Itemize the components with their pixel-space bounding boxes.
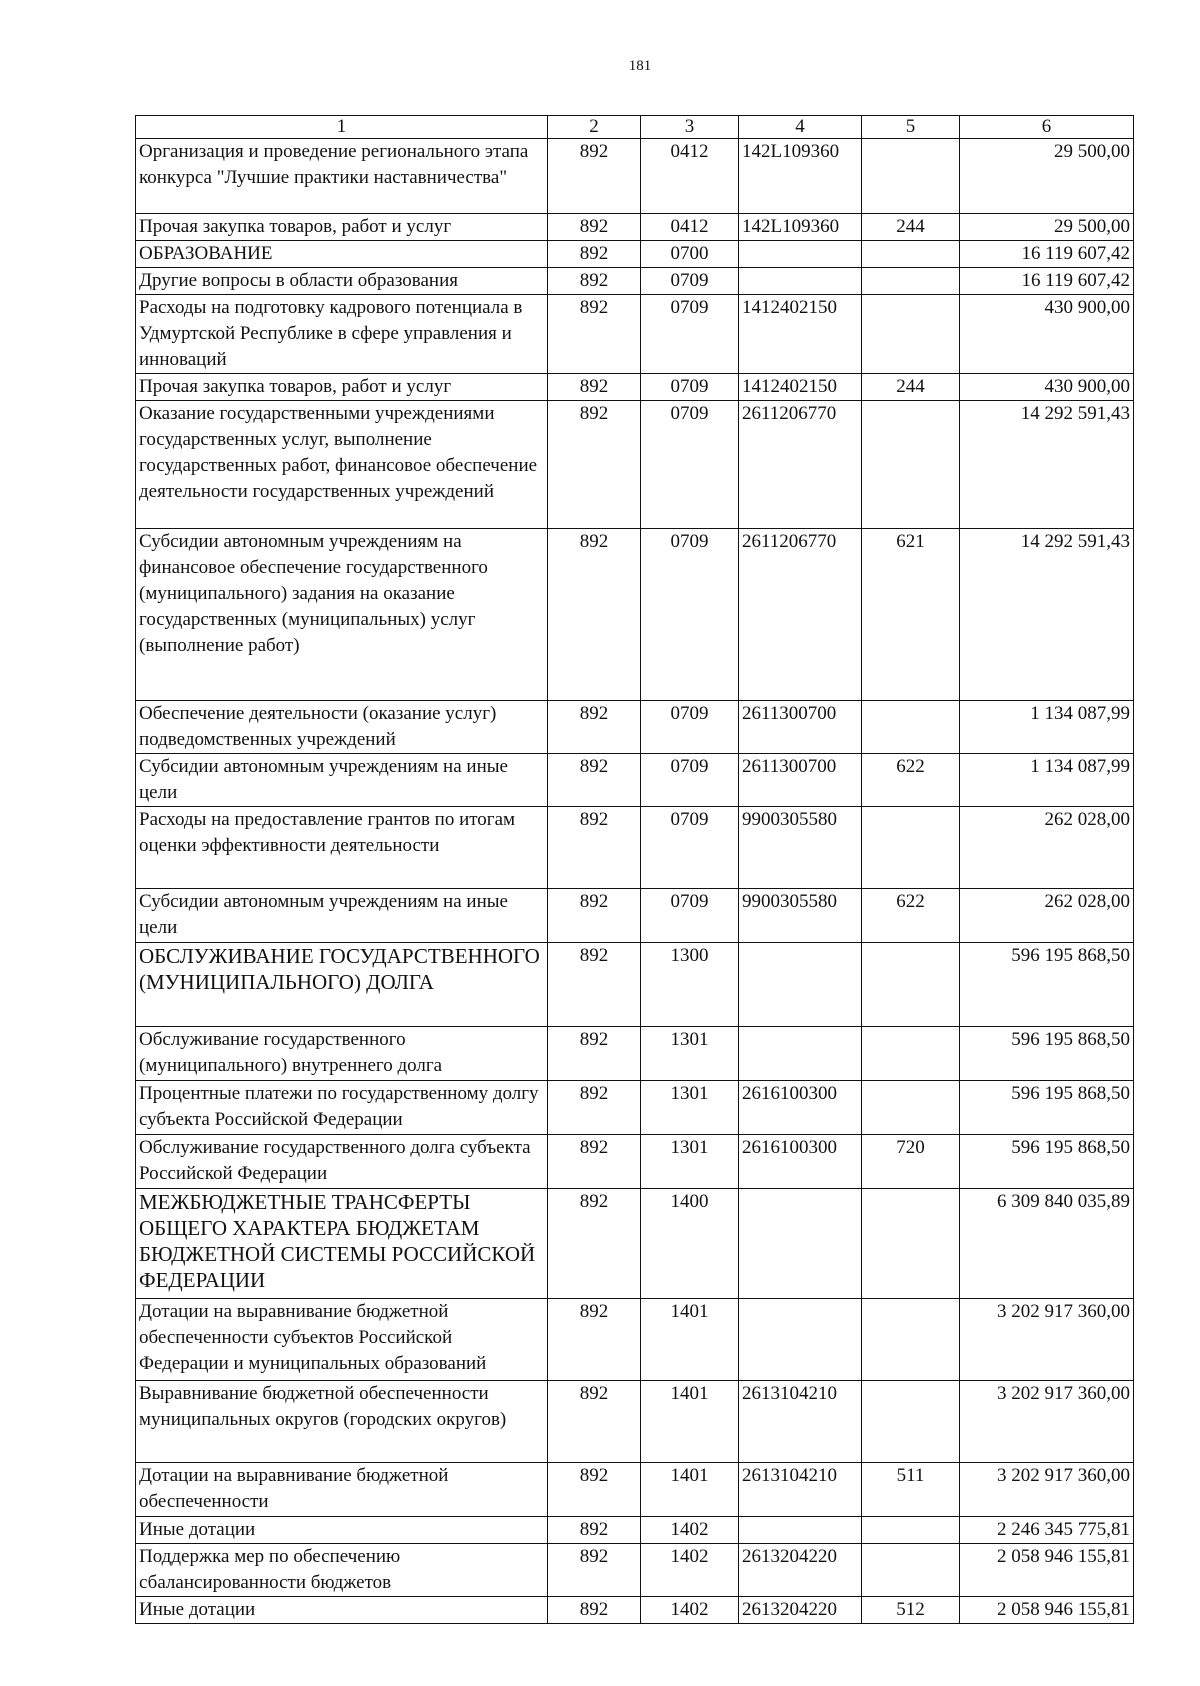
row-name: Дотации на выравнивание бюджетной обеспеченности [136, 1463, 548, 1517]
table-row [136, 241, 1134, 268]
row-col-6: 1 134 087,99 [960, 754, 1134, 807]
row-col-6: 430 900,00 [960, 295, 1134, 374]
table-row [136, 701, 1134, 754]
row-col-3: 1402 [641, 1544, 739, 1597]
table-row [136, 1463, 1134, 1517]
row-col-3: 1301 [641, 1081, 739, 1135]
row-col-2: 892 [548, 241, 641, 268]
row-col-6: 16 119 607,42 [960, 268, 1134, 295]
table-row [136, 214, 1134, 241]
row-name: Иные дотации [136, 1517, 548, 1544]
row-name: МЕЖБЮДЖЕТНЫЕ ТРАНСФЕРТЫ ОБЩЕГО ХАРАКТЕРА БЮДЖЕТАМ БЮДЖЕТНОЙ СИСТЕМЫ РОССИЙСКОЙ ФЕДЕРАЦИИ [136, 1189, 548, 1299]
row-col-4 [739, 268, 862, 295]
row-col-2: 892 [548, 943, 641, 1027]
header-col-5: 5 [862, 116, 960, 139]
row-col-2: 892 [548, 1027, 641, 1081]
row-col-2: 892 [548, 1544, 641, 1597]
row-col-2: 892 [548, 889, 641, 943]
row-col-5 [862, 943, 960, 1027]
row-col-4 [739, 1517, 862, 1544]
row-col-6: 2 058 946 155,81 [960, 1544, 1134, 1597]
header-col-4: 4 [739, 116, 862, 139]
row-col-3: 0709 [641, 889, 739, 943]
row-name: Обслуживание государственного долга субъекта Российской Федерации [136, 1135, 548, 1189]
table-row [136, 1189, 1134, 1299]
row-col-6: 3 202 917 360,00 [960, 1299, 1134, 1381]
row-col-2: 892 [548, 529, 641, 701]
row-col-6: 29 500,00 [960, 214, 1134, 241]
row-col-5 [862, 1189, 960, 1299]
table-row [136, 943, 1134, 1027]
row-col-3: 1402 [641, 1517, 739, 1544]
row-col-4: 2616100300 [739, 1135, 862, 1189]
row-col-5: 621 [862, 529, 960, 701]
row-col-4: 2611206770 [739, 401, 862, 529]
row-name: Процентные платежи по государственному долгу субъекта Российской Федерации [136, 1081, 548, 1135]
row-col-2: 892 [548, 1299, 641, 1381]
table-row [136, 139, 1134, 214]
table-row [136, 1517, 1134, 1544]
row-col-5 [862, 1081, 960, 1135]
row-col-6: 2 246 345 775,81 [960, 1517, 1134, 1544]
row-col-4 [739, 1027, 862, 1081]
row-col-4: 2611300700 [739, 754, 862, 807]
row-name: Дотации на выравнивание бюджетной обеспеченности субъектов Российской Федерации и муниципальных образований [136, 1299, 548, 1381]
table-row [136, 1381, 1134, 1463]
row-col-4: 9900305580 [739, 807, 862, 889]
row-col-2: 892 [548, 401, 641, 529]
row-name: Прочая закупка товаров, работ и услуг [136, 214, 548, 241]
row-col-3: 1301 [641, 1135, 739, 1189]
row-col-2: 892 [548, 268, 641, 295]
table-row [136, 807, 1134, 889]
row-col-3: 1401 [641, 1463, 739, 1517]
row-col-3: 0709 [641, 754, 739, 807]
row-col-6: 262 028,00 [960, 889, 1134, 943]
row-col-4: 2613204220 [739, 1597, 862, 1624]
row-col-3: 1401 [641, 1299, 739, 1381]
row-col-6: 430 900,00 [960, 374, 1134, 401]
row-col-6: 14 292 591,43 [960, 401, 1134, 529]
row-col-6: 29 500,00 [960, 139, 1134, 214]
table-row [136, 1135, 1134, 1189]
row-col-3: 0709 [641, 701, 739, 754]
row-col-3: 0709 [641, 295, 739, 374]
page-number: 181 [628, 58, 652, 74]
row-col-5 [862, 295, 960, 374]
row-name: Расходы на подготовку кадрового потенциала в Удмуртской Республике в сфере управления и инноваций [136, 295, 548, 374]
row-col-2: 892 [548, 1381, 641, 1463]
table-row [136, 295, 1134, 374]
row-col-5 [862, 701, 960, 754]
row-col-3: 0709 [641, 401, 739, 529]
header-col-2: 2 [548, 116, 641, 139]
row-col-2: 892 [548, 807, 641, 889]
header-col-1: 1 [136, 116, 548, 139]
row-col-5: 244 [862, 214, 960, 241]
row-col-5: 622 [862, 754, 960, 807]
row-col-4: 1412402150 [739, 295, 862, 374]
row-col-2: 892 [548, 754, 641, 807]
row-name: Субсидии автономным учреждениям на финансовое обеспечение государственного (муниципального) задания на оказание государственных (муниципальных) услуг (выполнение работ) [136, 529, 548, 701]
row-name: Выравнивание бюджетной обеспеченности муниципальных округов (городских округов) [136, 1381, 548, 1463]
table-row [136, 529, 1134, 701]
row-col-3: 1400 [641, 1189, 739, 1299]
row-col-4: 2613104210 [739, 1463, 862, 1517]
row-col-3: 1401 [641, 1381, 739, 1463]
row-col-6: 596 195 868,50 [960, 1135, 1134, 1189]
table-row [136, 754, 1134, 807]
row-col-6: 596 195 868,50 [960, 1027, 1134, 1081]
row-col-5 [862, 401, 960, 529]
row-name: ОБРАЗОВАНИЕ [136, 241, 548, 268]
table-row [136, 374, 1134, 401]
row-col-5: 720 [862, 1135, 960, 1189]
row-col-5: 512 [862, 1597, 960, 1624]
row-col-6: 16 119 607,42 [960, 241, 1134, 268]
row-name: Субсидии автономным учреждениям на иные цели [136, 754, 548, 807]
table-row [136, 1027, 1134, 1081]
budget-table [135, 115, 1134, 1624]
row-name: Другие вопросы в области образования [136, 268, 548, 295]
row-col-4 [739, 943, 862, 1027]
row-name: Оказание государственными учреждениями государственных услуг, выполнение государственных работ, финансовое обеспечение деятельности государственных учреждений [136, 401, 548, 529]
row-col-2: 892 [548, 374, 641, 401]
row-col-6: 14 292 591,43 [960, 529, 1134, 701]
row-col-6: 2 058 946 155,81 [960, 1597, 1134, 1624]
row-col-4: 142L109360 [739, 214, 862, 241]
row-name: Обеспечение деятельности (оказание услуг) подведомственных учреждений [136, 701, 548, 754]
row-col-4: 1412402150 [739, 374, 862, 401]
row-col-2: 892 [548, 1463, 641, 1517]
row-name: Поддержка мер по обеспечению сбалансированности бюджетов [136, 1544, 548, 1597]
row-col-5 [862, 1381, 960, 1463]
row-col-6: 596 195 868,50 [960, 1081, 1134, 1135]
header-col-6: 6 [960, 116, 1134, 139]
row-col-4: 2616100300 [739, 1081, 862, 1135]
row-col-5 [862, 139, 960, 214]
header-row [136, 116, 1134, 139]
row-col-5 [862, 1544, 960, 1597]
row-col-3: 0709 [641, 807, 739, 889]
row-name: ОБСЛУЖИВАНИЕ ГОСУДАРСТВЕННОГО (МУНИЦИПАЛЬНОГО) ДОЛГА [136, 943, 548, 1027]
row-col-3: 1402 [641, 1597, 739, 1624]
row-col-4 [739, 241, 862, 268]
row-col-6: 3 202 917 360,00 [960, 1463, 1134, 1517]
row-col-3: 0709 [641, 374, 739, 401]
table-row [136, 1299, 1134, 1381]
row-name: Прочая закупка товаров, работ и услуг [136, 374, 548, 401]
table-row [136, 1544, 1134, 1597]
row-col-6: 262 028,00 [960, 807, 1134, 889]
row-col-5: 622 [862, 889, 960, 943]
header-col-3: 3 [641, 116, 739, 139]
table-row [136, 889, 1134, 943]
row-col-2: 892 [548, 295, 641, 374]
table-row [136, 1597, 1134, 1624]
row-col-5 [862, 1299, 960, 1381]
row-col-4: 9900305580 [739, 889, 862, 943]
row-col-2: 892 [548, 214, 641, 241]
row-col-5 [862, 1027, 960, 1081]
row-col-2: 892 [548, 1189, 641, 1299]
table-row [136, 401, 1134, 529]
row-col-4: 142L109360 [739, 139, 862, 214]
row-col-5 [862, 241, 960, 268]
row-name: Организация и проведение регионального этапа конкурса "Лучшие практики наставничества" [136, 139, 548, 214]
row-col-3: 0709 [641, 268, 739, 295]
row-col-4: 2613104210 [739, 1381, 862, 1463]
row-col-3: 0709 [641, 529, 739, 701]
row-col-4: 2611300700 [739, 701, 862, 754]
row-col-3: 0412 [641, 139, 739, 214]
row-col-4: 2613204220 [739, 1544, 862, 1597]
row-col-4 [739, 1189, 862, 1299]
row-col-6: 1 134 087,99 [960, 701, 1134, 754]
row-col-3: 1301 [641, 1027, 739, 1081]
row-col-2: 892 [548, 1081, 641, 1135]
row-col-6: 6 309 840 035,89 [960, 1189, 1134, 1299]
row-col-5 [862, 268, 960, 295]
row-col-2: 892 [548, 139, 641, 214]
row-col-6: 596 195 868,50 [960, 943, 1134, 1027]
row-col-2: 892 [548, 701, 641, 754]
table-row [136, 1081, 1134, 1135]
row-col-2: 892 [548, 1597, 641, 1624]
row-name: Иные дотации [136, 1597, 548, 1624]
row-col-5: 511 [862, 1463, 960, 1517]
row-col-5 [862, 1517, 960, 1544]
row-col-4 [739, 1299, 862, 1381]
row-col-2: 892 [548, 1135, 641, 1189]
row-col-4: 2611206770 [739, 529, 862, 701]
row-col-3: 0700 [641, 241, 739, 268]
row-name: Расходы на предоставление грантов по итогам оценки эффективности деятельности [136, 807, 548, 889]
table-row [136, 268, 1134, 295]
row-col-6: 3 202 917 360,00 [960, 1381, 1134, 1463]
row-col-5: 244 [862, 374, 960, 401]
row-name: Обслуживание государственного (муниципального) внутреннего долга [136, 1027, 548, 1081]
row-col-5 [862, 807, 960, 889]
row-name: Субсидии автономным учреждениям на иные цели [136, 889, 548, 943]
row-col-2: 892 [548, 1517, 641, 1544]
row-col-3: 0412 [641, 214, 739, 241]
row-col-3: 1300 [641, 943, 739, 1027]
